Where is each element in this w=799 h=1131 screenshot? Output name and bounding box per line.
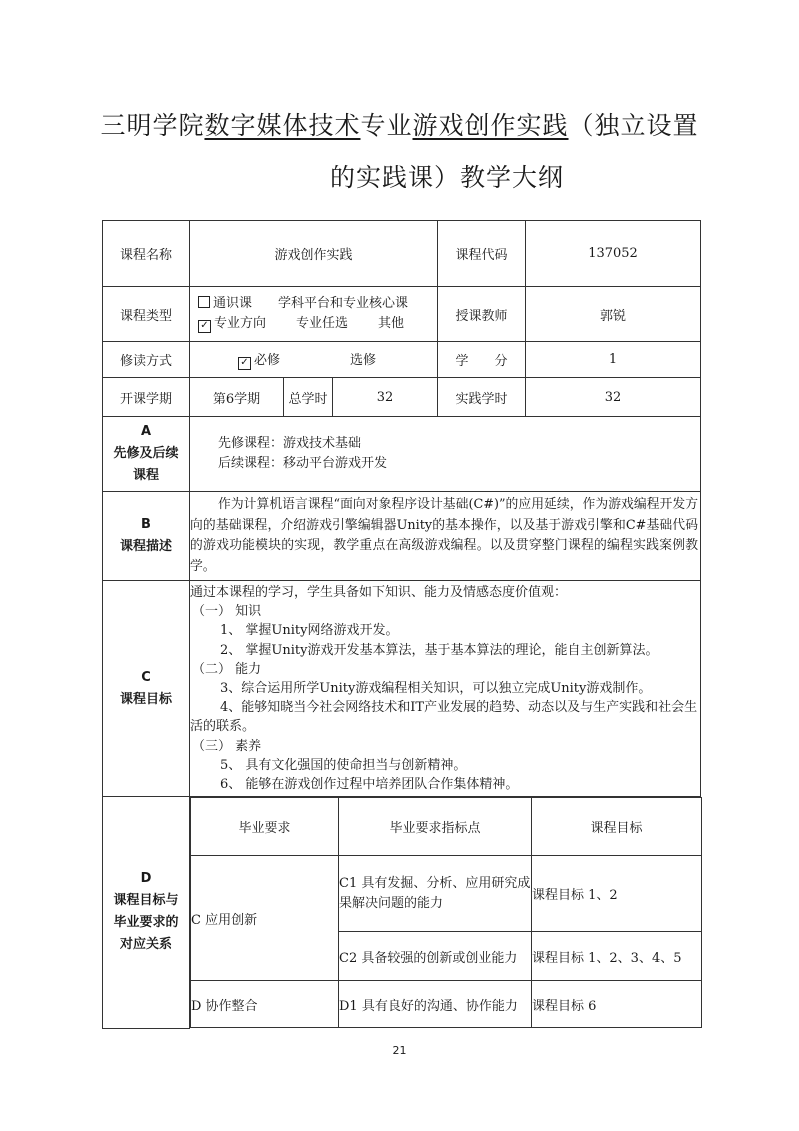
practice-hours-label: 实践学时: [438, 378, 526, 417]
document-title-line1: [0, 106, 799, 142]
course-code-value: 137052: [526, 221, 701, 287]
goal-item: 4、能够知晓当今社会网络技术和IT产业发展的趋势、动态以及与生产实践和社会生活的联系。: [190, 700, 698, 735]
unchecked-box-icon: [198, 296, 210, 308]
requirement-c: C 应用创新: [191, 856, 339, 981]
total-hours-value: 32: [333, 378, 438, 417]
goal-d1: 课程目标 6: [532, 981, 702, 1028]
title-course-suffix: （独立设置: [568, 111, 699, 140]
goal-item: 2、 掌握Unity游戏开发基本算法，基于基本算法的理论，能自主创新算法。: [220, 642, 659, 658]
section-b-label: B 课程描述: [103, 492, 190, 581]
indicator-d1: D1 具有良好的沟通、协作能力: [339, 981, 532, 1028]
document-title-line2: 的实践课）教学大纲: [330, 163, 565, 192]
course-type-options: [190, 287, 438, 342]
row-semester: [103, 378, 701, 417]
goal-heading-quality: （三） 素养: [192, 738, 262, 754]
checked-box-icon: ✓: [238, 357, 251, 370]
mapping-header-row: [191, 798, 702, 856]
teacher-value: 郭锐: [526, 287, 701, 342]
goal-item: 3、综合运用所学Unity游戏编程相关知识，可以独立完成Unity游戏制作。: [220, 681, 652, 697]
checked-box-icon: ✓: [198, 320, 211, 333]
title-school: 三明学院: [100, 111, 205, 140]
semester-label: 开课学期: [103, 378, 190, 417]
title-major: 数字媒体技术: [204, 111, 361, 140]
goal-heading-ability: （二） 能力: [192, 661, 262, 677]
study-mode-label: 修读方式: [103, 342, 190, 378]
credit-value: 1: [526, 342, 701, 378]
mode-required: 必修: [254, 353, 281, 368]
page-number: 21: [392, 1044, 407, 1057]
title-course: 游戏创作实践: [412, 111, 569, 140]
row-course-name: [103, 221, 701, 287]
prerequisite-course: 先修课程：游戏技术基础: [218, 436, 362, 451]
section-c-label: C 课程目标: [103, 581, 190, 797]
section-a-label: A 先修及后续 课程: [103, 417, 190, 492]
goal-heading-knowledge: （一） 知识: [192, 604, 262, 620]
mode-elective: 选修: [350, 353, 377, 368]
header-goal: 课程目标: [532, 798, 702, 856]
row-course-type: [103, 287, 701, 342]
mapping-row: [191, 856, 702, 932]
study-mode-options: [190, 342, 438, 378]
total-hours-label: 总学时: [284, 378, 333, 417]
type-other: 其他: [378, 316, 405, 331]
requirement-d: D 协作整合: [191, 981, 339, 1028]
course-name-value: 游戏创作实践: [190, 221, 438, 287]
course-goals: [190, 581, 701, 797]
course-type-label: 课程类型: [103, 287, 190, 342]
mapping-row: [191, 981, 702, 1028]
mapping-table-cell: [190, 797, 701, 1029]
section-a-content: [190, 417, 701, 492]
row-section-d: [103, 797, 701, 1029]
type-elective: 专业任选: [296, 316, 349, 331]
syllabus-table: [102, 220, 701, 1029]
type-core: 学科平台和专业核心课: [278, 296, 409, 311]
credit-label: 学 分: [438, 342, 526, 378]
type-general: 通识课: [213, 296, 253, 311]
row-study-mode: [103, 342, 701, 378]
mapping-table: [190, 797, 702, 1028]
title-major-suffix: 专业: [360, 111, 413, 140]
goal-c2: 课程目标 1、2、3、4、5: [532, 932, 702, 981]
indicator-c1: C1 具有发掘、分析、应用研究成果解决问题的能力: [339, 856, 532, 932]
course-name-label: 课程名称: [103, 221, 190, 287]
header-indicator: 毕业要求指标点: [339, 798, 532, 856]
indicator-c2: C2 具备较强的创新或创业能力: [339, 932, 532, 981]
practice-hours-value: 32: [526, 378, 701, 417]
followup-course: 后续课程：移动平台游戏开发: [218, 456, 388, 471]
teacher-label: 授课教师: [438, 287, 526, 342]
row-section-a: [103, 417, 701, 492]
goal-item: 1、 掌握Unity网络游戏开发。: [220, 623, 399, 639]
goal-item: 5、 具有文化强国的使命担当与创新精神。: [220, 757, 467, 773]
section-d-label: D 课程目标与 毕业要求的 对应关系: [103, 797, 190, 1029]
type-direction: 专业方向: [214, 316, 267, 331]
row-section-b: [103, 492, 701, 581]
goal-intro: 通过本课程的学习，学生具备如下知识、能力及情感态度价值观：: [190, 585, 568, 600]
row-section-c: [103, 581, 701, 797]
semester-value: 第6学期: [190, 378, 284, 417]
course-description: 作为计算机语言课程“面向对象程序设计基础(C#)”的应用延续，作为游戏编程开发方向的基础课程，介绍游戏引擎编辑器Unity的基本操作，以及基于游戏引擎和C#基础代码的游戏功能模块的实现，教学重点在高级游戏编程。以及贯穿整门课程的编程实践案例教学。: [190, 492, 701, 581]
course-code-label: 课程代码: [438, 221, 526, 287]
goal-item: 6、 能够在游戏创作过程中培养团队合作集体精神。: [220, 777, 519, 793]
header-requirement: 毕业要求: [191, 798, 339, 856]
goal-c1: 课程目标 1、2: [532, 856, 702, 932]
